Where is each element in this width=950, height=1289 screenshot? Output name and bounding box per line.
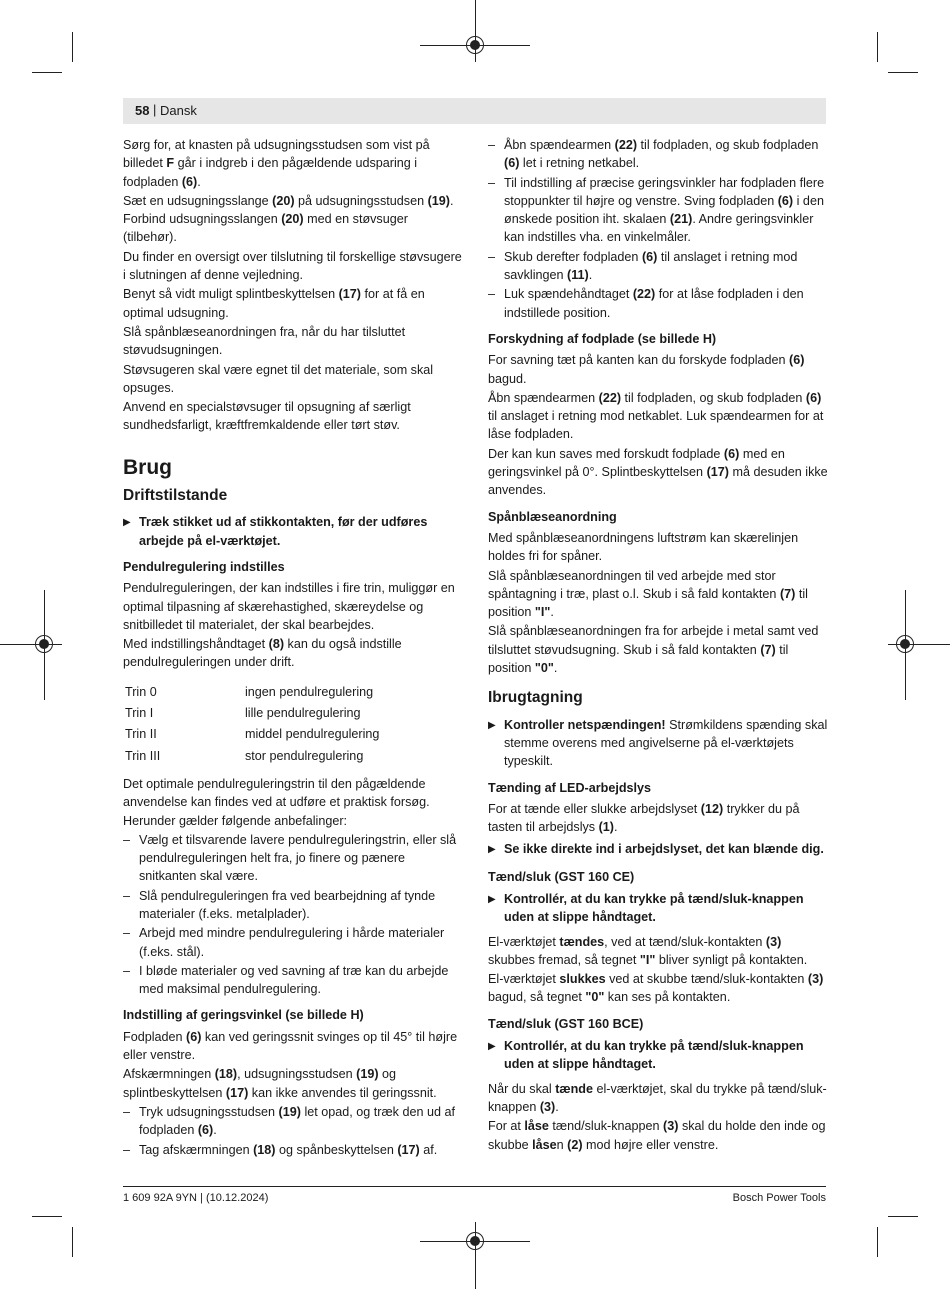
list-item: – Skub derefter fodpladen (6) til anslaget i retning mod savklingen (11).	[488, 249, 798, 283]
step-cell: Trin I	[125, 706, 154, 721]
paragraph: Når du skal tænde el-værktøjet, skal du trykke på tænd/sluk-knappen (3).	[488, 1081, 827, 1114]
pendulum-steps-table	[125, 682, 379, 767]
list-item: – Tryk udsugningsstudsen (19) let opad, og træk den ud af fodpladen (6).	[123, 1104, 455, 1138]
step-cell: Trin III	[125, 748, 161, 763]
warning-text: Kontrollér, at du kan trykke på tænd/sluk-knappen uden at slippe håndtaget.	[504, 891, 804, 925]
warning-note	[488, 716, 828, 771]
paragraph: Med indstillingshåndtaget (8) kan du også indstille pendulreguleringen under drift.	[123, 637, 402, 670]
footer-doc-id: 1 609 92A 9YN | (10.12.2024)	[123, 1192, 269, 1204]
paragraph: Sørg for, at knasten på udsugningsstudsen som vist på billedet F går i indgreb i den pågældende udsparing i fodpladen (6).	[123, 138, 430, 189]
paragraph: Du finder en oversigt over tilslutning til forskellige støvsugere i slutningen af denne vejledning.	[123, 249, 462, 283]
paragraph: Sæt en udsugningsslange (20) på udsugningsstudsen (19). Forbind udsugningsslangen (20) med en støvsuger (tilbehør).	[123, 193, 454, 245]
table-row	[125, 724, 379, 745]
paragraph: Fodpladen (6) kan ved geringssnit svinges op til 45° til højre eller venstre.	[123, 1029, 458, 1063]
warning-text: Træk stikket ud af stikkontakten, før der udføres arbejde på el-værktøjet.	[139, 515, 428, 548]
step-cell: Trin II	[125, 727, 157, 742]
footer-brand: Bosch Power Tools	[732, 1192, 826, 1204]
arrow-bullet-icon: ▶	[488, 893, 496, 905]
desc-cell: lille pendulregulering	[245, 706, 361, 721]
right-column	[488, 136, 828, 1155]
paragraph: El-værktøjet tændes, ved at tænd/sluk-kontakten (3) skubbes fremad, så tegnet "I" bliver synligt på kontakten.	[488, 934, 808, 967]
heading-ibrugtagning: Ibrugtagning	[488, 689, 583, 707]
desc-cell: stor pendulregulering	[245, 748, 364, 763]
heading-pendulregulering: Pendulregulering indstilles	[123, 559, 285, 574]
paragraph: Benyt så vidt muligt splintbeskyttelsen (17) for at få en optimal udsugning.	[123, 287, 425, 320]
page-number: 58	[135, 103, 150, 118]
arrow-bullet-icon: ▶	[123, 517, 131, 529]
warning-text: Kontrollér, at du kan trykke på tænd/sluk-knappen uden at slippe håndtaget.	[504, 1039, 804, 1072]
list-item: – Åbn spændearmen (22) til fodpladen, og skub fodpladen (6) let i retning netkabel.	[488, 138, 819, 171]
paragraph: Åbn spændearmen (22) til fodpladen, og skub fodpladen (6) til anslaget i retning mod netkablet. Luk spændearmen for at låse fodpladen.	[488, 390, 824, 442]
list-item: – I bløde materialer og ved savning af træ kan du arbejde med maksimal pendulregulering.	[123, 963, 449, 997]
warning-text: Strømkildens spænding skal stemme overens med angivelserne på el-værktøjets typeskilt.	[504, 717, 828, 769]
warning-note	[123, 513, 463, 550]
page-header	[123, 98, 826, 124]
list-item: – Til indstilling af præcise geringsvinkler har fodpladen flere stoppunkter til højre og venstre. Sving fodpladen (6) i den ønskede position iht. skalaen (21). Andre geringsvinkler kan indstilles vha. en vinkelmåler.	[488, 175, 825, 245]
arrow-bullet-icon: ▶	[488, 1041, 496, 1053]
step-cell: Trin 0	[125, 684, 157, 699]
arrow-bullet-icon: ▶	[488, 719, 496, 731]
warning-note	[488, 840, 828, 859]
paragraph: Slå spånblæseanordningen til ved arbejde med stor spåntagning i træ, plast o.l. Skub i så fald kontakten (7) til position "I".	[488, 568, 808, 620]
paragraph: Slå spånblæseanordningen fra for arbejde i metal samt ved tilsluttet støvudsugning. Skub i så fald kontakten (7) til position "0".	[488, 624, 819, 676]
list-item: – Tag afskærmningen (18) og spånbeskyttelsen (17) af.	[123, 1142, 438, 1157]
footer-rule	[123, 1186, 826, 1187]
heading-led: Tænding af LED-arbejdslys	[488, 780, 652, 795]
header-separator: |	[153, 102, 157, 117]
heading-tand-sluk-ce: Tænd/sluk (GST 160 CE)	[488, 869, 635, 884]
warning-text: Se ikke direkte ind i arbejdslyset, det kan blænde dig.	[504, 842, 824, 857]
desc-cell: middel pendulregulering	[245, 727, 380, 742]
paragraph: Slå spånblæseanordningen fra, når du har tilsluttet støvudsugningen.	[123, 324, 406, 358]
paragraph: El-værktøjet slukkes ved at skubbe tænd/sluk-kontakten (3) bagud, så tegnet "0" kan ses på kontakten.	[488, 972, 824, 1005]
paragraph: For at låse tænd/sluk-knappen (3) skal du holde den inde og skubbe låsen (2) mod højre eller venstre.	[488, 1119, 826, 1152]
section-heading-brug: Brug	[123, 455, 172, 479]
table-row	[125, 746, 379, 767]
warning-note	[488, 890, 828, 927]
paragraph: Det optimale pendulreguleringstrin til den pågældende anvendelse kan findes ved at udføre et praktisk forsøg. Herunder gælder følgende anbefalinger:	[123, 776, 430, 828]
paragraph: Der kan kun saves med forskudt fodplade (6) med en geringsvinkel på 0°. Splintbeskyttelsen (17) må desuden ikke anvendes.	[488, 446, 828, 498]
left-column	[123, 136, 463, 1160]
paragraph: Med spånblæseanordningens luftstrøm kan skærelinjen holdes fri for spåner.	[488, 530, 799, 564]
arrow-bullet-icon: ▶	[488, 844, 496, 856]
paragraph: Afskærmningen (18), udsugningsstudsen (19) og splintbeskyttelsen (17) kan ikke anvendes til geringssnit.	[123, 1067, 437, 1100]
paragraph: For savning tæt på kanten kan du forskyde fodpladen (6) bagud.	[488, 353, 805, 386]
heading-driftstilstande: Driftstilstande	[123, 487, 228, 505]
paragraph: Pendulreguleringen, der kan indstilles i fire trin, muliggør en optimal tilpasning af skærehastighed, skæreydelse og snitbilledet til materialet, der skal bearbejdes.	[123, 581, 455, 632]
heading-geringsvinkel: Indstilling af geringsvinkel (se billede H)	[123, 1008, 364, 1023]
list-item: – Luk spændehåndtaget (22) for at låse fodpladen i den indstillede position.	[488, 287, 804, 320]
heading-spanblaeseanordning: Spånblæseanordning	[488, 509, 617, 524]
list-item: – Vælg et tilsvarende lavere pendulreguleringstrin, eller slå pendulreguleringen helt fra, jo finere og pænere snitkanten skal være.	[123, 832, 457, 884]
heading-forskydning: Forskydning af fodplade (se billede H)	[488, 331, 717, 346]
paragraph: Anvend en specialstøvsuger til opsugning af særligt sundhedsfarligt, kræftfremkaldende eller tørt støv.	[123, 400, 411, 433]
paragraph: Støvsugeren skal være egnet til det materiale, som skal opsuges.	[123, 362, 434, 395]
warning-bold: Kontroller netspændingen!	[504, 717, 666, 732]
list-item: – Slå pendulreguleringen fra ved bearbejdning af tynde materialer (f.eks. metalplader).	[123, 888, 436, 921]
warning-note	[488, 1037, 828, 1074]
table-row	[125, 703, 379, 724]
list-item: – Arbejd med mindre pendulregulering i hårde materialer (f.eks. stål).	[123, 926, 445, 959]
heading-tand-sluk-bce: Tænd/sluk (GST 160 BCE)	[488, 1016, 644, 1031]
desc-cell: ingen pendulregulering	[245, 684, 374, 699]
table-row	[125, 682, 379, 703]
paragraph: For at tænde eller slukke arbejdslyset (12) trykker du på tasten til arbejdslys (1).	[488, 801, 800, 835]
header-language: Dansk	[160, 103, 197, 118]
